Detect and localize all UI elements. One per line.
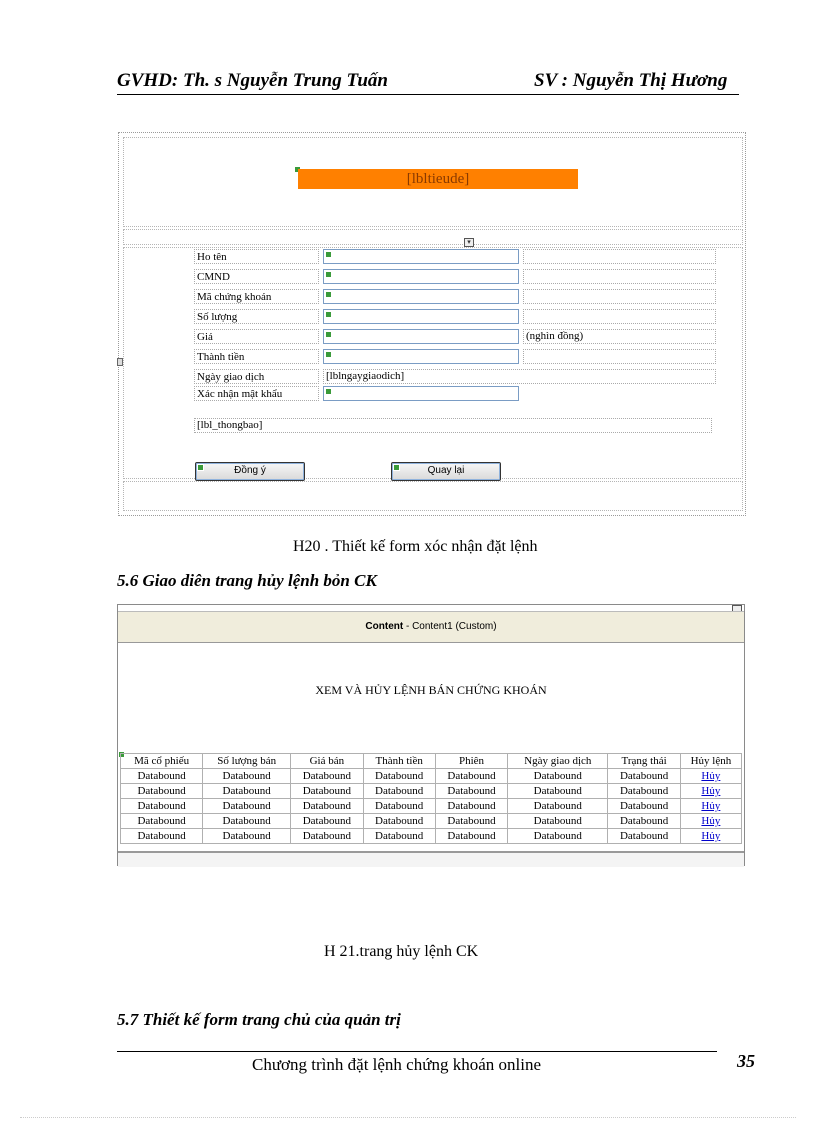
form-row-ngaygiaodich (194, 369, 716, 386)
message-label-placeholder: [lbl_thongbao] (194, 418, 712, 433)
table-row (121, 829, 742, 844)
row-extra-cell (523, 309, 716, 324)
footer-rule (117, 1051, 717, 1052)
control-marker-icon (325, 388, 332, 395)
column-header: Ngày giao dịch (508, 754, 608, 769)
control-marker-icon (325, 351, 332, 358)
cancel-order-link[interactable]: Hủy (701, 785, 721, 797)
cancel-order-link[interactable]: Hủy (701, 830, 721, 842)
content-placeholder-bar (118, 611, 744, 643)
databound-cell: Databound (203, 799, 291, 814)
figure-caption-h21: H 21.trang hủy lệnh CK (324, 943, 479, 960)
databound-cell: Databound (203, 814, 291, 829)
cancel-cell (680, 814, 741, 829)
price-input[interactable] (323, 329, 519, 344)
databound-cell: Databound (203, 784, 291, 799)
cancel-cell (680, 769, 741, 784)
field-label: Mã chứng khoán (194, 289, 319, 304)
field-label: Số lượng (194, 309, 319, 324)
cancel-cell (680, 799, 741, 814)
collapse-icon[interactable]: ▾ (464, 238, 474, 247)
back-button-label: Quay lại (427, 465, 465, 476)
column-header: Trạng thái (608, 754, 680, 769)
databound-cell: Databound (291, 784, 363, 799)
databound-cell: Databound (608, 784, 680, 799)
page-heading: XEM VÀ HỦY LỆNH BÁN CHỨNG KHOÁN (315, 683, 547, 697)
password-confirm-input[interactable] (323, 386, 519, 401)
control-marker-icon (325, 311, 332, 318)
databound-cell: Databound (508, 799, 608, 814)
orders-grid (120, 753, 742, 844)
databound-cell: Databound (435, 799, 507, 814)
table-row (121, 769, 742, 784)
databound-cell: Databound (121, 784, 203, 799)
databound-cell: Databound (608, 769, 680, 784)
databound-cell: Databound (203, 769, 291, 784)
cancel-order-link[interactable]: Hủy (701, 770, 721, 782)
table-row (121, 799, 742, 814)
section-heading-5-7: 5.7 Thiết kế form trang chủ của quản trị (117, 1010, 401, 1029)
databound-cell: Databound (435, 829, 507, 844)
row-extra-cell (523, 289, 716, 304)
footer-region (123, 481, 743, 511)
control-marker-icon (325, 291, 332, 298)
grid-header-row (121, 754, 742, 769)
title-label-placeholder: [lbltieude] (298, 169, 578, 189)
field-label: Ngày giao dịch (194, 369, 319, 384)
databound-cell: Databound (363, 784, 435, 799)
field-label: Giá (194, 329, 319, 344)
databound-cell: Databound (608, 799, 680, 814)
confirm-button[interactable] (195, 462, 305, 481)
field-label: Ho tên (194, 249, 319, 264)
total-input[interactable] (323, 349, 519, 364)
quantity-input[interactable] (323, 309, 519, 324)
column-header: Phiên (435, 754, 507, 769)
figure-cancel-orders (117, 604, 745, 866)
form-row-machungkhoan (194, 289, 716, 306)
content-label-detail: - Content1 (Custom) (403, 621, 497, 632)
footer-title: Chương trình đặt lệnh chứng khoán online (252, 1055, 541, 1074)
field-label: Xác nhận mật khẩu (194, 386, 319, 401)
page-edge (20, 1117, 796, 1118)
form-row-xacnhanmatkhau (194, 386, 716, 403)
spacer-region (123, 229, 743, 245)
databound-cell: Databound (435, 784, 507, 799)
databound-cell: Databound (291, 769, 363, 784)
databound-cell: Databound (435, 769, 507, 784)
control-marker-icon (197, 464, 204, 471)
control-marker-icon (393, 464, 400, 471)
databound-cell: Databound (363, 799, 435, 814)
form-row-gia (194, 329, 716, 346)
databound-cell: Databound (203, 829, 291, 844)
header-student: SV : Nguyễn Thị Hương (534, 70, 728, 91)
databound-cell: Databound (508, 784, 608, 799)
grid-footer (118, 851, 744, 867)
figure-order-form (118, 132, 746, 516)
column-header: Mã cổ phiếu (121, 754, 203, 769)
figure-caption-h20: H20 . Thiết kế form xóc nhận đặt lệnh (293, 538, 538, 555)
column-header: Giá bán (291, 754, 363, 769)
databound-cell: Databound (363, 814, 435, 829)
confirm-button-label: Đồng ý (234, 465, 266, 476)
back-button[interactable] (391, 462, 501, 481)
databound-cell: Databound (608, 829, 680, 844)
control-marker-icon (325, 331, 332, 338)
cancel-order-link[interactable]: Hủy (701, 800, 721, 812)
header-rule (117, 94, 739, 95)
content-label: Content (365, 621, 404, 632)
row-extra-cell (523, 269, 716, 284)
databound-cell: Databound (121, 814, 203, 829)
section-heading-5-6: 5.6 Giao diên trang hủy lệnh bỏn CK (117, 571, 377, 590)
table-row (121, 814, 742, 829)
databound-cell: Databound (121, 799, 203, 814)
form-row-cmnd (194, 269, 716, 286)
databound-cell: Databound (363, 829, 435, 844)
control-marker-icon (325, 271, 332, 278)
databound-cell: Databound (608, 814, 680, 829)
cmnd-input[interactable] (323, 269, 519, 284)
form-row-soluong (194, 309, 716, 326)
databound-cell: Databound (291, 829, 363, 844)
price-unit-note: (nghìn đồng) (523, 329, 716, 344)
cancel-order-link[interactable]: Hủy (701, 815, 721, 827)
databound-cell: Databound (291, 814, 363, 829)
form-row-hoten (194, 249, 716, 266)
stock-code-input[interactable] (323, 289, 519, 304)
page-number: 35 (737, 1051, 755, 1071)
row-extra-cell (523, 249, 716, 264)
title-region (123, 137, 743, 227)
control-marker-icon (325, 251, 332, 258)
table-row (121, 784, 742, 799)
header-instructor: GVHD: Th. s Nguyễn Trung Tuấn (117, 70, 388, 91)
field-label: Thành tiền (194, 349, 319, 364)
databound-cell: Databound (435, 814, 507, 829)
cancel-cell (680, 829, 741, 844)
row-extra-cell (523, 349, 716, 364)
databound-cell: Databound (508, 769, 608, 784)
cancel-cell (680, 784, 741, 799)
databound-cell: Databound (508, 814, 608, 829)
column-header: Hủy lệnh (680, 754, 741, 769)
hoten-input[interactable] (323, 249, 519, 264)
databound-cell: Databound (291, 799, 363, 814)
field-label: CMND (194, 269, 319, 284)
trade-date-placeholder: [lblngaygiaodich] (323, 369, 716, 384)
form-row-thanhtien (194, 349, 716, 366)
databound-cell: Databound (121, 769, 203, 784)
databound-cell: Databound (363, 769, 435, 784)
databound-cell: Databound (121, 829, 203, 844)
column-header: Số lượng bán (203, 754, 291, 769)
column-header: Thành tiền (363, 754, 435, 769)
databound-cell: Databound (508, 829, 608, 844)
